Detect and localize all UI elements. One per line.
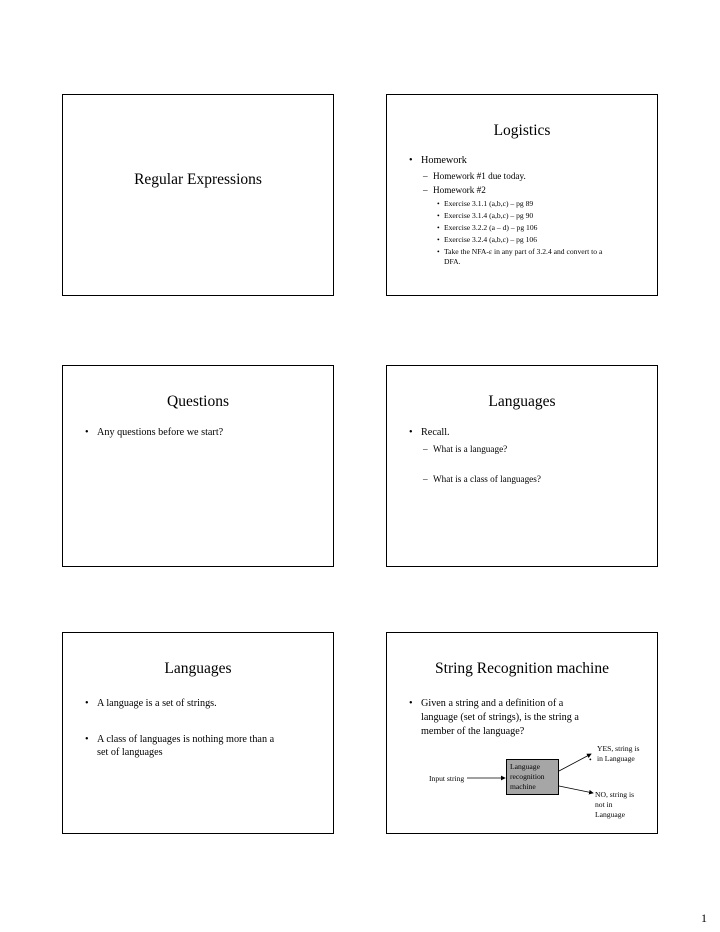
- slide-regular-expressions: [62, 94, 334, 296]
- bullet-text: A language is a set of strings.: [97, 698, 217, 709]
- sub-bullet: What is a language?: [433, 444, 508, 454]
- bullet-marker: •: [437, 199, 440, 208]
- bullet-text: Given a string and a definition of a: [421, 698, 564, 709]
- slide-title: Logistics: [493, 122, 551, 139]
- machine-label-line: machine: [510, 782, 536, 791]
- bullet-marker: •: [437, 223, 440, 232]
- bullet-marker: •: [409, 427, 413, 438]
- bullet-marker: •: [85, 698, 89, 709]
- bullet-homework: Homework: [421, 155, 467, 166]
- no-label-line: not in: [595, 800, 613, 809]
- bullet-text: A class of languages is nothing more than a: [97, 734, 275, 745]
- slide-title: Languages: [164, 660, 232, 677]
- bullet-marker: •: [85, 734, 89, 745]
- dash-marker: –: [423, 474, 428, 484]
- no-label-line: Language: [595, 810, 625, 819]
- sub-bullet: Homework #1 due today.: [433, 171, 526, 181]
- no-arrow: [559, 786, 593, 793]
- exercise-item: Exercise 3.2.4 (a,b,c) – pg 106: [444, 235, 537, 244]
- bullet-text: Recall.: [421, 427, 450, 438]
- bullet-marker: •: [437, 235, 440, 244]
- exercise-item: Exercise 3.1.4 (a,b,c) – pg 90: [444, 211, 534, 220]
- yes-label-line: in Language: [597, 754, 635, 763]
- diagram-arrows: [387, 633, 659, 835]
- machine-label-line: Language: [510, 762, 540, 771]
- bullet-marker: •: [409, 698, 413, 709]
- bullet-text-continued: member of the language?: [421, 726, 525, 737]
- slide-string-recognition: [386, 632, 658, 834]
- yes-bullet-marker: •: [589, 755, 592, 764]
- dash-marker: –: [423, 185, 428, 195]
- dash-marker: –: [423, 171, 428, 181]
- exercise-item: Take the NFA-ε in any part of 3.2.4 and convert to a: [444, 247, 603, 256]
- sub-bullet: What is a class of languages?: [433, 474, 541, 484]
- slide-questions: [62, 365, 334, 567]
- machine-label-line: recognition: [510, 772, 545, 781]
- bullet-marker: •: [409, 155, 413, 166]
- bullet-text: Any questions before we start?: [97, 427, 224, 438]
- bullet-marker: •: [437, 211, 440, 220]
- slide-languages-recall: [386, 365, 658, 567]
- bullet-marker: •: [437, 247, 440, 256]
- dash-marker: –: [423, 444, 428, 454]
- bullet-text-continued: language (set of strings), is the string a: [421, 712, 579, 723]
- slide-logistics: [386, 94, 658, 296]
- input-string-label: Input string: [429, 774, 465, 783]
- page-number: 1: [701, 911, 707, 925]
- exercise-item: Exercise 3.1.1 (a,b,c) – pg 89: [444, 199, 534, 208]
- slide-title: String Recognition machine: [435, 660, 609, 677]
- bullet-marker: •: [85, 427, 89, 438]
- slide-title: Regular Expressions: [134, 171, 262, 188]
- slide-title: Languages: [488, 393, 556, 410]
- exercise-item: Exercise 3.2.2 (a – d) – pg 106: [444, 223, 538, 232]
- slide-languages-definition: [62, 632, 334, 834]
- no-label-line: NO, string is: [595, 790, 635, 799]
- yes-label-line: YES, string is: [597, 744, 640, 753]
- yes-arrow: [559, 754, 591, 771]
- exercise-item-continued: DFA.: [444, 257, 461, 266]
- sub-bullet: Homework #2: [433, 185, 486, 195]
- bullet-text-continued: set of languages: [97, 747, 163, 758]
- slide-title: Questions: [167, 393, 229, 410]
